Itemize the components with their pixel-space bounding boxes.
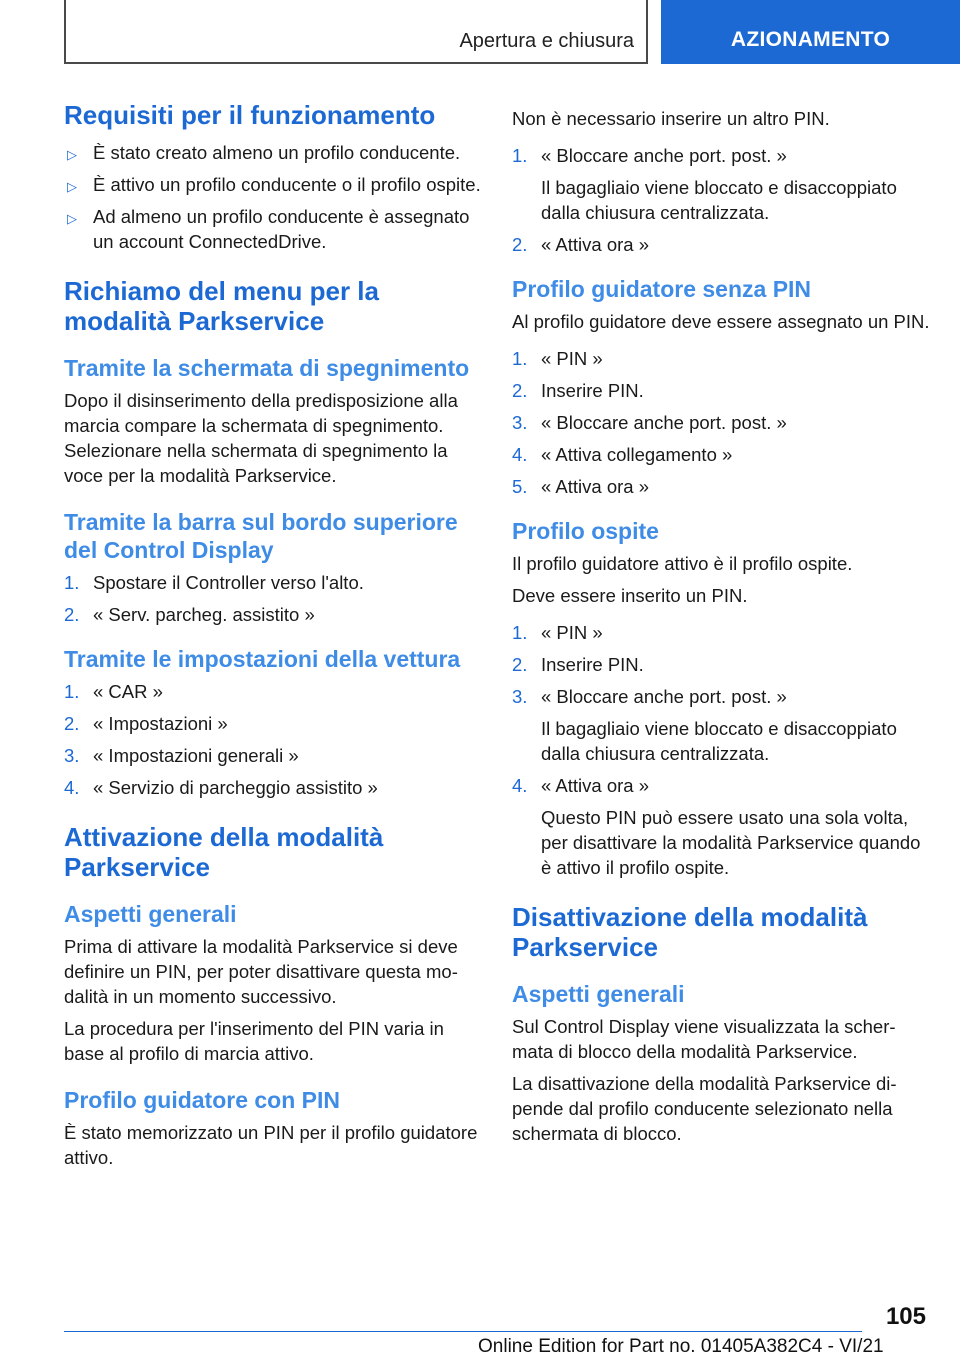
ospite-text-2: Deve essere inserito un PIN. bbox=[512, 585, 748, 606]
edition-text: Online Edition for Part no. 01405A382C4 - VI/21 bbox=[478, 1336, 884, 1357]
list-item: 2. « Impostazioni » bbox=[64, 713, 228, 734]
page-number: 105 bbox=[885, 1303, 926, 1330]
list-item: 1. Spostare il Controller verso l'alto. bbox=[64, 572, 364, 593]
list-item: ▷ È stato creato almeno un profilo conducente. bbox=[64, 140, 482, 165]
aspetti-text-2: La procedura per l'inserimento del PIN varia in base al profilo di marcia attivo. bbox=[64, 1018, 444, 1064]
barra-steps bbox=[64, 570, 482, 627]
con-pin-text: È stato memorizzato un PIN per il profilo guidatore attivo. bbox=[64, 1122, 478, 1168]
header-chapter-label: AZIONAMENTO bbox=[730, 28, 891, 51]
list-item: 2. Inserire PIN. bbox=[512, 654, 644, 675]
footer-rule bbox=[64, 1331, 862, 1332]
triangle-bullet-icon: ▷ bbox=[67, 179, 77, 194]
list-item: 3. « Impostazioni generali » bbox=[64, 745, 299, 766]
aspetti2-heading: Aspetti generali bbox=[512, 981, 685, 1007]
requisiti-list bbox=[64, 140, 482, 254]
list-item: 1. « Bloccare anche port. post. » Il bagagliaio viene bloccato e disaccoppiato dalla chiusura centralizzata. bbox=[512, 145, 897, 223]
list-item: 1. « PIN » bbox=[512, 348, 603, 369]
aspetti-heading: Aspetti generali bbox=[64, 901, 237, 927]
list-item: 4. « Attiva collegamento » bbox=[512, 444, 733, 465]
ospite-heading: Profilo ospite bbox=[512, 518, 659, 544]
list-item: 4. « Attiva ora » Questo PIN può essere usato una sola volta, per disattivare la modalità Parkservice quando è attivo il profilo ospite. bbox=[512, 775, 921, 878]
con-pin-steps bbox=[512, 143, 930, 257]
senza-pin-steps bbox=[512, 346, 930, 499]
aspetti-text-1: Prima di attivare la modalità Parkservice si deve definire un PIN, per poter disattivare questa modalità in un momento successivo. bbox=[64, 936, 458, 1007]
list-item: ▷ Ad almeno un profilo conducente è assegnato un account ConnectedDrive. bbox=[67, 206, 470, 252]
schermata-heading: Tramite la schermata di spegnimento bbox=[64, 355, 470, 381]
aspetti2-text-1: Sul Control Display viene visualizzata la schermata di blocco della modalità Parkservice. bbox=[512, 1016, 896, 1062]
barra-heading: Tramite la barra sul bordo superiore del Control Display bbox=[64, 509, 458, 563]
impostazioni-steps bbox=[64, 679, 482, 800]
list-item: 1. « PIN » bbox=[512, 622, 603, 643]
con-pin-heading: Profilo guidatore con PIN bbox=[64, 1087, 341, 1113]
left-column bbox=[64, 100, 482, 1177]
attivazione-heading: Attivazione della modalità Parkservice bbox=[64, 822, 384, 882]
list-item: 5. « Attiva ora » bbox=[512, 476, 649, 497]
list-item: 2. « Serv. parcheg. assistito » bbox=[64, 604, 315, 625]
triangle-bullet-icon: ▷ bbox=[67, 211, 77, 226]
ospite-text-1: Il profilo guidatore attivo è il profilo ospite. bbox=[512, 553, 853, 574]
list-item: 2. « Attiva ora » bbox=[512, 234, 649, 255]
list-item: 3. « Bloccare anche port. post. » Il bagagliaio viene bloccato e disaccoppiato dalla chiusura centralizzata. bbox=[512, 686, 897, 764]
list-item: 3. « Bloccare anche port. post. » bbox=[512, 412, 787, 433]
list-item: 4. « Servizio di parcheggio assistito » bbox=[64, 777, 378, 798]
requisiti-heading: Requisiti per il funzionamento bbox=[64, 100, 436, 130]
senza-pin-text: Al profilo guidatore deve essere assegnato un PIN. bbox=[512, 311, 930, 332]
impostazioni-heading: Tramite le impostazioni della vettura bbox=[64, 646, 461, 672]
senza-pin-heading: Profilo guidatore senza PIN bbox=[512, 276, 812, 302]
triangle-bullet-icon: ▷ bbox=[67, 147, 77, 162]
schermata-text: Dopo il disinserimento della predisposizione alla marcia compare la schermata di spegnimento. Selezionare nella schermata di spegnimento la voce per la modalità Parkservice. bbox=[64, 390, 458, 486]
right-column bbox=[512, 106, 930, 1153]
header-chapter-tab[interactable] bbox=[661, 0, 960, 64]
list-item: 2. Inserire PIN. bbox=[512, 380, 644, 401]
richiamo-heading: Richiamo del menu per la modalità Parkservice bbox=[64, 276, 379, 336]
header-section-title: Apertura e chiusura bbox=[459, 30, 634, 52]
intro-text: Non è necessario inserire un altro PIN. bbox=[512, 108, 830, 129]
ospite-steps bbox=[512, 620, 930, 880]
aspetti2-text-2: La disattivazione della modalità Parkservice dipende dal profilo conducente selezionato nella schermata di blocco. bbox=[512, 1073, 897, 1144]
list-item: ▷ È attivo un profilo conducente o il profilo ospite. bbox=[64, 172, 482, 197]
disattivazione-heading: Disattivazione della modalità Parkservice bbox=[512, 902, 868, 962]
list-item: 1. « CAR » bbox=[64, 681, 163, 702]
